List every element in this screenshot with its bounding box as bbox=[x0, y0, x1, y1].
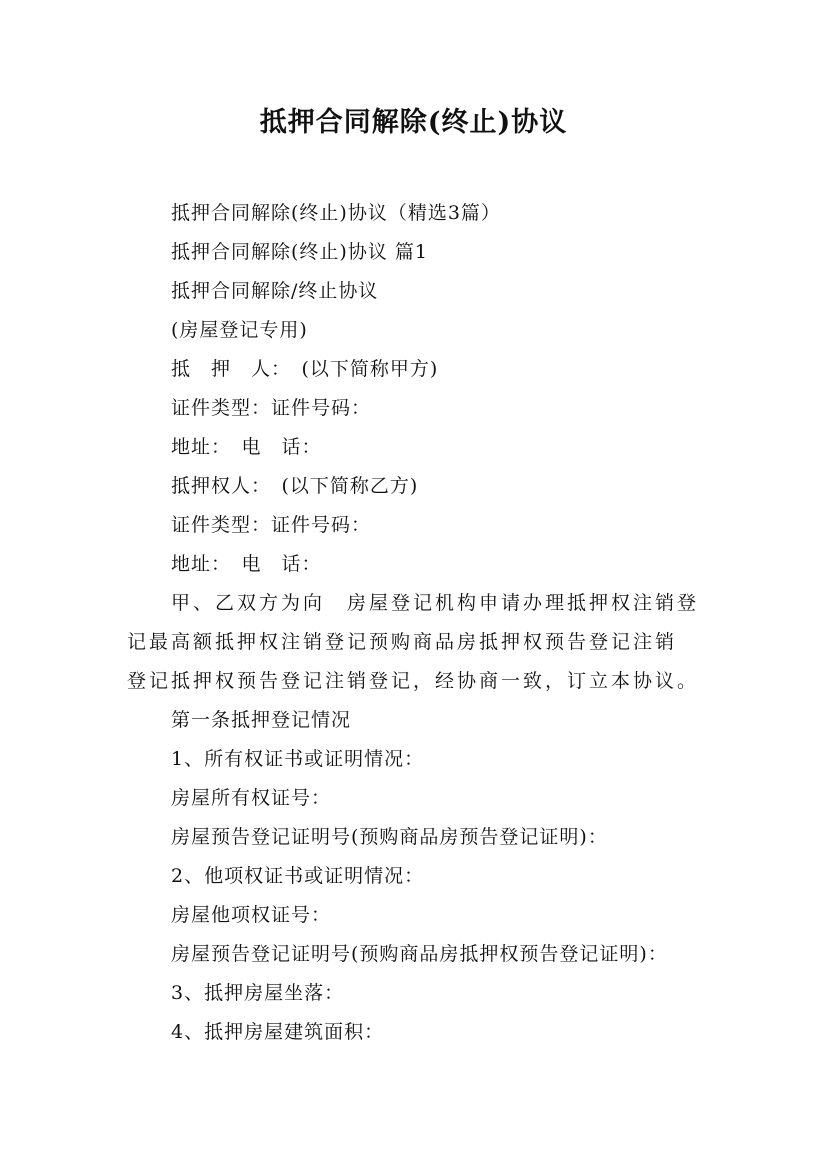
doc-line-3: 抵押合同解除/终止协议 bbox=[171, 280, 379, 302]
document-title: 抵押合同解除(终止)协议 bbox=[259, 107, 568, 138]
doc-line-16: 房屋所有权证号： bbox=[171, 787, 332, 809]
doc-line-9: 证件类型：证件号码： bbox=[171, 514, 372, 536]
doc-line-17: 房屋预告登记证明号(预购商品房预告登记证明)： bbox=[171, 826, 608, 848]
doc-line-5: 抵 押 人： (以下简称甲方) bbox=[171, 358, 439, 380]
doc-line-15: 1、所有权证书或证明情况： bbox=[171, 748, 425, 770]
doc-line-4: (房屋登记专用) bbox=[171, 319, 308, 341]
doc-line-8: 抵押权人： (以下简称乙方) bbox=[171, 475, 419, 497]
doc-line-2: 抵押合同解除(终止)协议 篇1 bbox=[171, 241, 428, 263]
doc-line-6: 证件类型：证件号码： bbox=[171, 397, 372, 419]
doc-line-13: 登记抵押权预告登记注销登记，经协商一致，订立本协议。 bbox=[127, 670, 700, 692]
doc-line-11: 甲、乙双方为向 房屋登记机构申请办理抵押权注销登 bbox=[171, 592, 700, 614]
doc-line-21: 3、抵押房屋坐落： bbox=[171, 982, 345, 1004]
doc-line-10: 地址： 电 话： bbox=[171, 553, 322, 575]
doc-line-1: 抵押合同解除(终止)协议（精选3篇） bbox=[171, 202, 501, 224]
doc-line-12: 记最高额抵押权注销登记预购商品房抵押权预告登记注销 bbox=[127, 631, 678, 653]
doc-line-14: 第一条抵押登记情况 bbox=[171, 709, 352, 731]
doc-line-20: 房屋预告登记证明号(预购商品房抵押权预告登记证明)： bbox=[171, 943, 668, 965]
doc-line-18: 2、他项权证书或证明情况： bbox=[171, 865, 425, 887]
doc-line-19: 房屋他项权证号： bbox=[171, 904, 332, 926]
doc-line-22: 4、抵押房屋建筑面积： bbox=[171, 1021, 385, 1043]
doc-line-7: 地址： 电 话： bbox=[171, 436, 322, 458]
